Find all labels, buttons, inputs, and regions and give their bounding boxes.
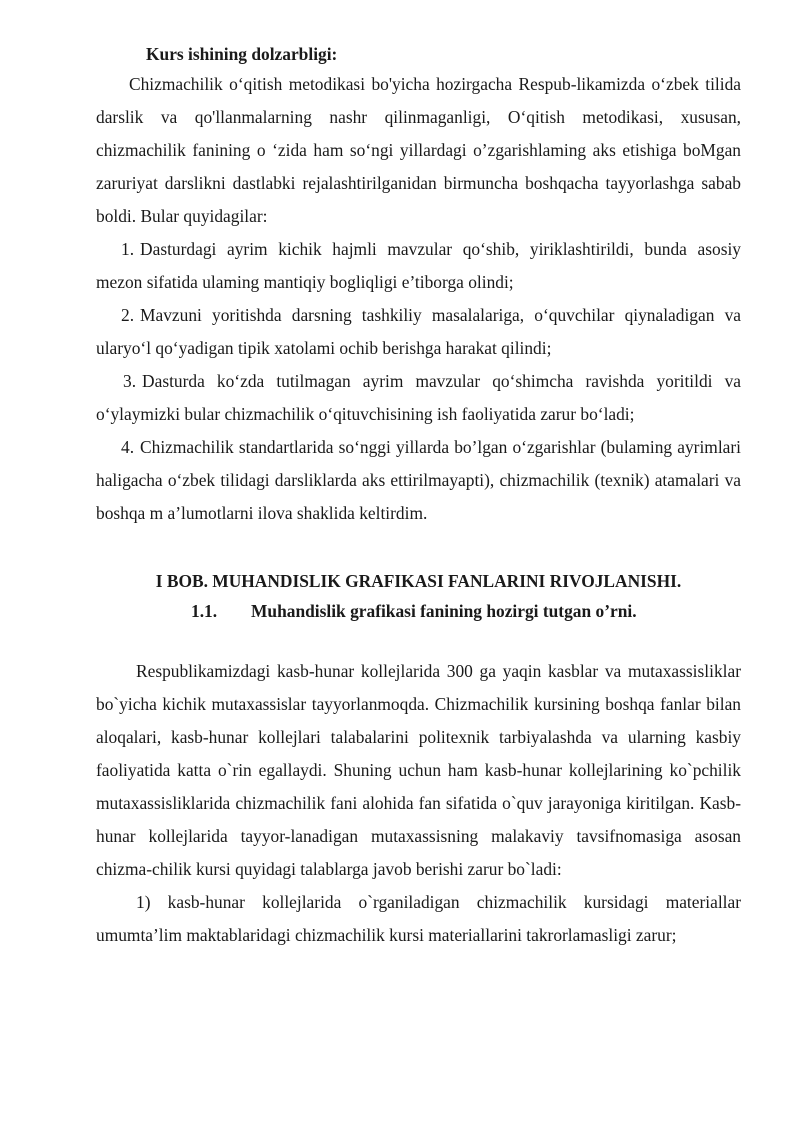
chapter-title: I BOB. MUHANDISLIK GRAFIKASI FANLARINI RIVOJLANISHI. (155, 571, 682, 591)
list-item (96, 431, 741, 530)
list-item-number: 4. (121, 437, 135, 457)
list-item-text: Dasturda ko‘zda tutilmagan ayrim mavzular qo‘shimcha ravishda yoritildi va o‘ylaymizki bular chizmachilik o‘qituvchisining ish faoliyatida zarur bo‘ladi; (96, 371, 741, 424)
list-item-text: Mavzuni yoritishda darsning tashkiliy masalalariga, o‘quvchilar qiynaladigan va ularyo‘l qo‘yadigan tipik xatolami ochib berishga harakat qilindi; (96, 305, 741, 358)
section-heading: Kurs ishining dolzarbligi: (146, 44, 338, 64)
list-item-text: Dasturdagi ayrim kichik hajmli mavzular qo‘shib, yiriklashtirildi, bunda asosiy mezon sifatida ulaming mantiqiy bogliqligi e’tiborga olindi; (96, 239, 741, 292)
vertical-spacer (96, 626, 741, 655)
list-item-number: 1. (121, 239, 135, 259)
list-item-number: 2. (121, 305, 135, 325)
list-item (96, 365, 741, 431)
intro-paragraph: Chizmachilik o‘qitish metodikasi bo'yicha hozirgacha Respub-likamizda o‘zbek tilida darslik va qo'llanmalarning nashr qilinmaganligi, O‘qitish metodikasi, xususan, chizmachilik fanining o ‘zida ham so‘ngi yillardagi o’zgarishlaming aks etishiga boMgan zaruriyat darslikni dastlabki rejalashtirilganidan birmuncha boshqacha tayyorlashga sabab boldi. Bular quyidagilar: (96, 74, 741, 226)
section-title (96, 596, 741, 626)
list-item (96, 299, 741, 365)
body-paragraph: Respublikamizdagi kasb-hunar kollejlarida 300 ga yaqin kasblar va mutaxassisliklar bo`yicha kichik mutaxassislar tayyorlanmoqda. Chizmachilik kursining boshqa fanlar bilan aloqalari, kasb-hunar kollejlari talabalarini politexnik tarbiyalashda va ularning kasbiy faoliyatida katta o`rin egallaydi. Shuning uchun ham kasb-hunar kollejlarining ko`pchilik mutaxassisliklarida chizmachilik fani alohida fan sifatida o`quv jarayoniga kiritilgan. Kasb-hunar kollejlarida tayyor-lanadigan mutaxassisning malakaviy tavsifnomasiga asosan chizma-chilik kursi quyidagi talablarga javob berishi zarur bo`ladi: (96, 661, 741, 879)
document-page (96, 40, 741, 952)
list-item-text: Chizmachilik standartlarida so‘nggi yillarda bo’lgan o‘zgarishlar (bulaming ayrimlari haligacha o‘zbek tilidagi darsliklarda aks ettirilmayapti), chizmachilik (texnik) atamalari va boshqa m a’lumotlarni ilova shaklida keltirdim. (96, 437, 741, 523)
requirement-item: 1) kasb-hunar kollejlarida o`rganiladigan chizmachilik kursidagi materiallar umumta’lim maktablaridagi chizmachilik kursi materiallarini takrorlamasligi zarur; (96, 892, 741, 945)
section-title-text: Muhandislik grafikasi fanining hozirgi tutgan o’rni. (251, 601, 637, 621)
vertical-spacer (96, 530, 741, 566)
list-item-number: 3. (123, 371, 137, 391)
section-number: 1.1. (191, 601, 218, 621)
list-item (96, 233, 741, 299)
